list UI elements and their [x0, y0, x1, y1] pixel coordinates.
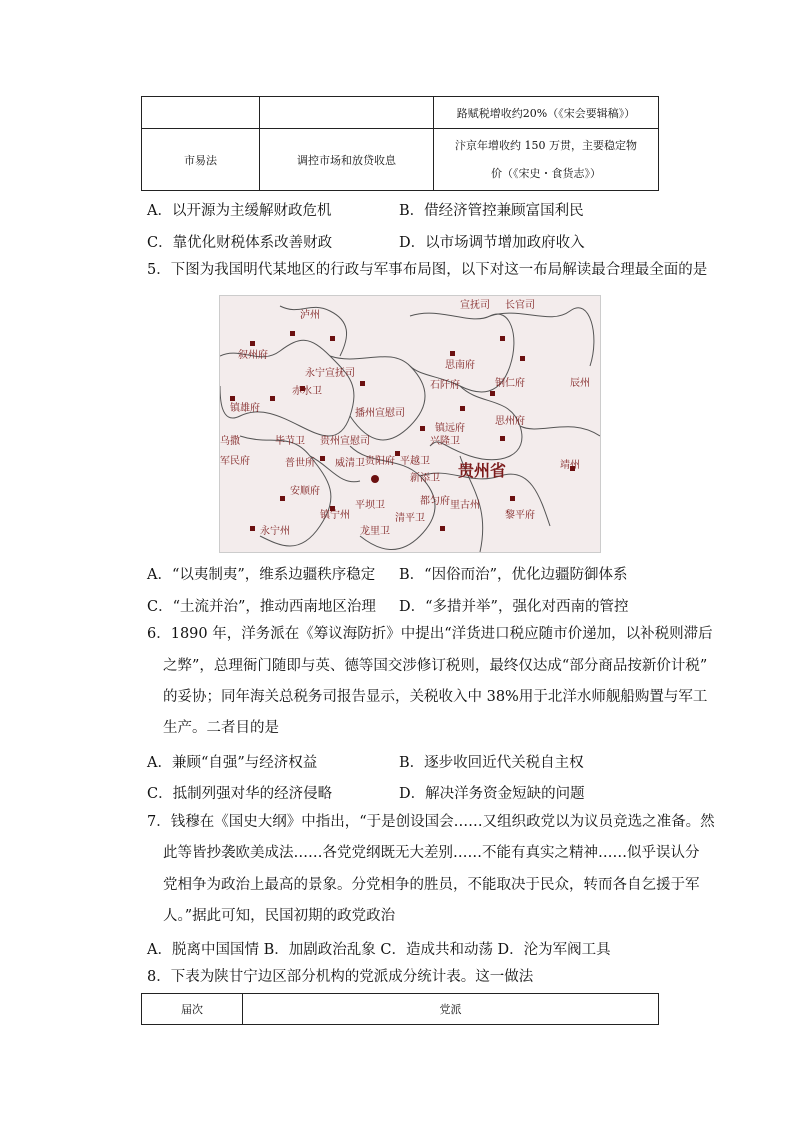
q8-stem: 8．下表为陕甘宁边区部分机构的党派成分统计表。这一做法 [147, 969, 534, 985]
ming-map-figure [219, 295, 601, 553]
q6-line: 6．1890 年，洋务派在《筹议海防折》中提出“洋货进口税应随市价递加，以补税则滞后 [147, 626, 713, 642]
svg-text:赤水卫: 赤水卫 [292, 386, 322, 397]
svg-text:贵阳府: 贵阳府 [365, 456, 395, 467]
q5-option-b: B．“因俗而治”，优化边疆防御体系 [399, 567, 628, 583]
svg-text:永宁州: 永宁州 [260, 526, 290, 537]
svg-text:普世所: 普世所 [285, 458, 315, 469]
svg-text:都匀府: 都匀府 [420, 496, 450, 507]
svg-text:辰州: 辰州 [570, 378, 590, 389]
svg-text:贵州宣慰司: 贵州宣慰司 [320, 436, 370, 447]
q7-line: 人。”据此可知，民国初期的政党政治 [163, 908, 396, 924]
svg-text:平坝卫: 平坝卫 [355, 500, 385, 511]
table-cell-purpose: 调控市场和放贷收息 [260, 129, 434, 191]
q6-line: 之弊”，总理衙门随即与英、德等国交涉修订税则，最终仅达成“部分商品按新价计税” [163, 658, 708, 674]
svg-text:龙里卫: 龙里卫 [360, 526, 390, 537]
svg-text:兴隆卫: 兴隆卫 [430, 436, 460, 447]
svg-text:镇远府: 镇远府 [435, 423, 465, 434]
svg-text:毕节卫: 毕节卫 [275, 436, 305, 447]
svg-text:思州府: 思州府 [495, 416, 525, 427]
svg-text:镇宁州: 镇宁州 [320, 510, 350, 521]
q5-stem: 5．下图为我国明代某地区的行政与军事布局图，以下对这一布局解读最合理最全面的是 [147, 262, 708, 278]
svg-text:石阡府: 石阡府 [430, 380, 460, 391]
q5-option-d: D．“多措并举”，强化对西南的管控 [399, 599, 629, 615]
q6-option-b: B．逐步收回近代关税自主权 [399, 755, 584, 771]
q7-line: 7．钱穆在《国史大纲》中指出，“于是创设国会……又组织政党以为议员竞选之准备。然 [147, 814, 715, 830]
q4-option-c: C．靠优化财税体系改善财政 [147, 235, 333, 251]
svg-text:里古州: 里古州 [450, 500, 480, 511]
svg-text:贵州省: 贵州省 [458, 461, 507, 480]
table-header-party: 党派 [243, 994, 659, 1025]
svg-text:新添卫: 新添卫 [410, 473, 440, 484]
map-svg [220, 296, 600, 552]
svg-text:铜仁府: 铜仁府 [495, 378, 525, 389]
svg-text:镇雄府: 镇雄府 [230, 403, 260, 414]
q4-option-d: D．以市场调节增加政府收入 [399, 235, 585, 251]
svg-text:思南府: 思南府 [445, 360, 475, 371]
svg-text:军民府: 军民府 [220, 456, 250, 467]
table-cell [142, 97, 260, 129]
table-cell: 路赋税增收约20%（《宋会要辑稿》） [434, 97, 659, 129]
svg-text:靖州: 靖州 [560, 460, 580, 471]
q5-option-c: C．“土流并治”，推动西南地区治理 [147, 599, 376, 615]
q4-option-b: B．借经济管控兼顾富国利民 [399, 203, 584, 219]
q6-line: 生产。二者目的是 [163, 720, 279, 736]
party-table [141, 993, 659, 1025]
svg-text:清平卫: 清平卫 [395, 513, 425, 524]
svg-text:黎平府: 黎平府 [505, 510, 535, 521]
table-header-session: 届次 [142, 994, 243, 1025]
reform-table [141, 96, 659, 191]
q5-option-a: A．“以夷制夷”，维系边疆秩序稳定 [147, 567, 376, 583]
q4-option-a: A．以开源为主缓解财政危机 [147, 203, 332, 219]
q7-options: A．脱离中国国情 B．加剧政治乱象 C．造成共和动荡 D．沦为军阀工具 [147, 942, 611, 958]
svg-text:安顺府: 安顺府 [290, 486, 320, 497]
q6-option-c: C．抵制列强对华的经济侵略 [147, 786, 333, 802]
svg-text:泸州: 泸州 [300, 310, 320, 321]
q7-line: 党相争为政治上最高的景象。分党相争的胜员，不能取决于民众，转而各自乞援于军 [163, 877, 700, 893]
q6-option-a: A．兼顾“自强”与经济权益 [147, 755, 318, 771]
svg-text:永宁宣抚司: 永宁宣抚司 [305, 368, 355, 379]
svg-text:播州宣慰司: 播州宣慰司 [355, 408, 405, 419]
svg-text:叙州府: 叙州府 [238, 350, 268, 361]
svg-text:威清卫: 威清卫 [335, 458, 365, 469]
table-cell [260, 97, 434, 129]
svg-text:长官司: 长官司 [505, 300, 535, 311]
q6-option-d: D．解决洋务资金短缺的问题 [399, 786, 585, 802]
svg-text:宣抚司: 宣抚司 [460, 300, 490, 311]
table-cell-effect [434, 129, 659, 191]
table-cell-name: 市易法 [142, 129, 260, 191]
q6-line: 的妥协；同年海关总税务司报告显示，关税收入中 38%用于北洋水师舰船购置与军工 [163, 689, 708, 705]
svg-text:平越卫: 平越卫 [400, 456, 430, 467]
effect-line: 价（《宋史・食货志》） [491, 166, 601, 180]
effect-line: 汴京年增收约 150 万贯，主要稳定物 [455, 138, 637, 152]
q7-line: 此等皆抄袭欧美成法……各党党纲既无大差别……不能有真实之精神……似乎误认分 [163, 845, 700, 861]
svg-text:乌撒: 乌撒 [220, 436, 240, 447]
